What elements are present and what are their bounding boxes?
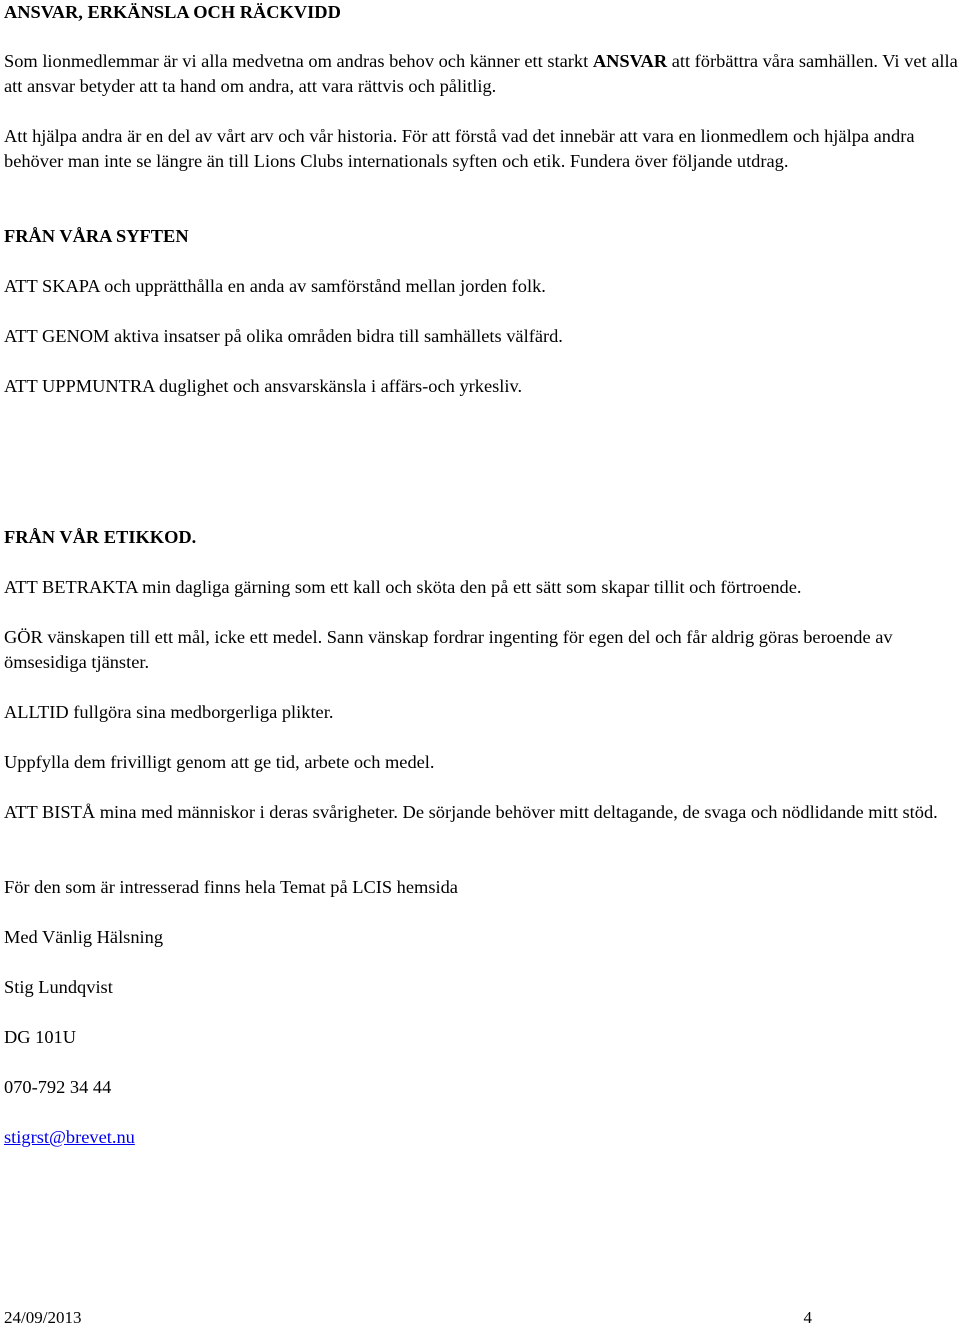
signature-title: DG 101U (4, 1027, 77, 1047)
etikkod-heading: FRÅN VÅR ETIKKOD. (4, 527, 197, 547)
email-link[interactable]: stigrst@brevet.nu (4, 1127, 135, 1147)
etikkod-item: ATT BETRAKTA min dagliga gärning som ett kall och sköta den på ett sätt som skapar tillit och förtroende. (4, 577, 802, 597)
intro-paragraph-1 (4, 49, 958, 99)
closing-info: För den som är intresserad finns hela Temat på LCIS hemsida (4, 877, 458, 897)
signature-phone: 070-792 34 44 (4, 1077, 112, 1097)
ansvar-emphasis: ANSVAR (592, 51, 668, 71)
syften-heading: FRÅN VÅRA SYFTEN (4, 226, 189, 246)
etikkod-item: GÖR vänskapen till ett mål, icke ett medel. Sann vänskap fordrar ingenting för egen del och får aldrig göras beroende av ömsesidiga tjänster. (4, 627, 893, 672)
intro-text-start: Som lionmedlemmar är vi alla medvetna om andras behov och känner ett starkt (4, 51, 593, 71)
syften-item: ATT SKAPA och upprätthålla en anda av samförstånd mellan jorden folk. (4, 276, 546, 296)
footer-date: 24/09/2013 (4, 1308, 82, 1327)
intro-text-end: att förbättra våra samhällen. Vi vet alla att ansvar betyder att ta hand om andra, att vara rättvis och pålitlig. (4, 51, 958, 96)
footer-page-number: 4 (803, 1308, 812, 1327)
intro-paragraph-2: Att hjälpa andra är en del av vårt arv och vår historia. För att förstå vad det innebär att vara en lionmedlem och hjälpa andra behöver man inte se längre än till Lions Clubs internationals syften och etik. Fundera över följande utdrag. (4, 126, 915, 171)
signature-name: Stig Lundqvist (4, 977, 113, 997)
document-heading: ANSVAR, ERKÄNSLA OCH RÄCKVIDD (4, 2, 341, 22)
syften-item: ATT GENOM aktiva insatser på olika områden bidra till samhällets välfärd. (4, 326, 563, 346)
etikkod-item: ATT BISTÅ mina med människor i deras svårigheter. De sörjande behöver mitt deltagande, de svaga och nödlidande mitt stöd. (4, 802, 938, 822)
closing-greeting: Med Vänlig Hälsning (4, 927, 164, 947)
syften-item: ATT UPPMUNTRA duglighet och ansvarskänsla i affärs-och yrkesliv. (4, 376, 523, 396)
etikkod-item: Uppfylla dem frivilligt genom att ge tid, arbete och medel. (4, 752, 435, 772)
signature-email-line (4, 1125, 958, 1150)
etikkod-item: ALLTID fullgöra sina medborgerliga plikter. (4, 702, 334, 722)
